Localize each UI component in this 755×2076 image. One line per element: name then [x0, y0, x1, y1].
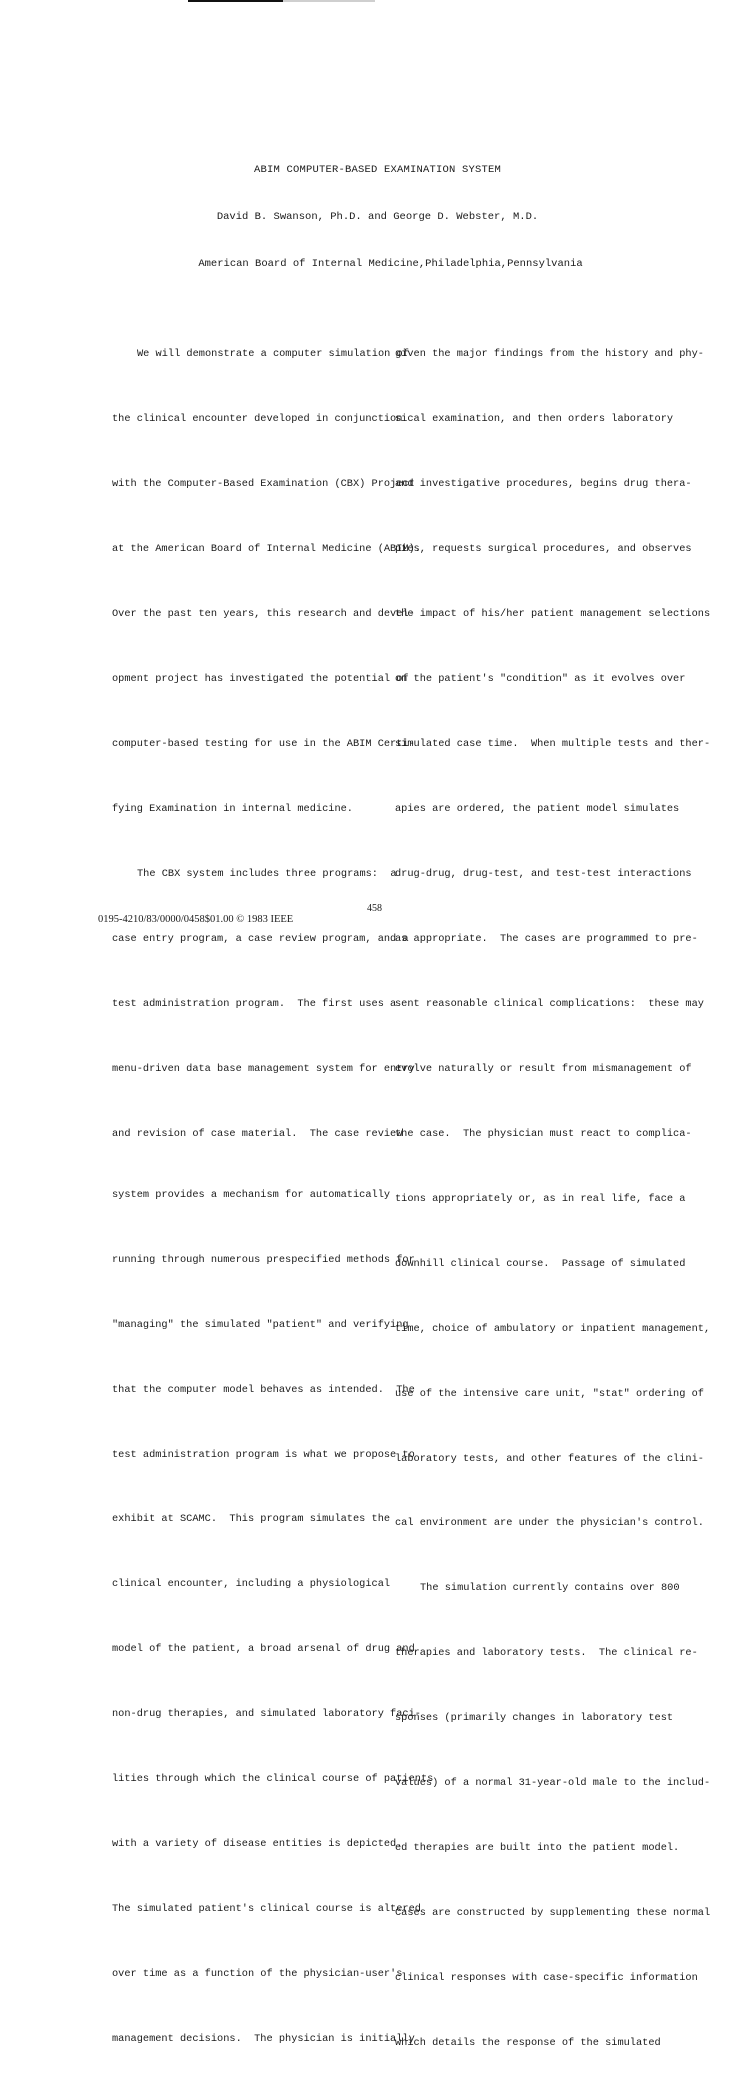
text-line: apies are ordered, the patient model simulates	[395, 802, 680, 815]
text-line: ed therapies are built into the patient model.	[395, 1842, 680, 1855]
text-line: The CBX system includes three programs: a	[137, 867, 397, 880]
text-line: which details the response of the simulated	[395, 2037, 661, 2050]
text-line: on the patient's "condition" as it evolves over	[395, 673, 686, 686]
text-line: drug-drug, drug-test, and test-test interactions	[395, 867, 692, 880]
text-line: values) of a normal 31-year-old male to the includ-	[395, 1777, 711, 1790]
text-line: sent reasonable clinical complications: these may	[395, 997, 704, 1010]
text-line: given the major findings from the history and phy-	[395, 348, 704, 361]
text-line: and investigative procedures, begins drug thera-	[395, 478, 692, 491]
text-line: clinical encounter, including a physiological	[112, 1578, 391, 1591]
text-line: computer-based testing for use in the ABIM Certi-	[112, 738, 415, 751]
copyright-line: 0195-4210/83/0000/0458$01.00 © 1983 IEEE	[98, 914, 294, 925]
text-line: therapies and laboratory tests. The clinical re-	[395, 1647, 698, 1660]
text-line: cal environment are under the physician's control.	[395, 1517, 704, 1530]
text-line: at the American Board of Internal Medicine (ABIM).	[112, 543, 421, 556]
text-line: lities through which the clinical course of patients	[112, 1773, 434, 1786]
text-line: sical examination, and then orders laboratory	[395, 413, 674, 426]
text-line: non-drug therapies, and simulated laboratory faci-	[112, 1708, 421, 1721]
text-line: Over the past ten years, this research and devel-	[112, 608, 415, 621]
text-line: test administration program is what we propose to	[112, 1448, 415, 1461]
text-line: the case. The physician must react to complica-	[395, 1127, 692, 1140]
text-line: over time as a function of the physician-user's	[112, 1968, 403, 1981]
text-line: "managing" the simulated "patient" and verifying	[112, 1318, 409, 1331]
scan-edge-bar-dark	[188, 0, 283, 2]
text-line: with the Computer-Based Examination (CBX) Project	[112, 478, 415, 491]
text-line: evolve naturally or result from mismanagement of	[395, 1062, 692, 1075]
paper-affiliation: American Board of Internal Medicine,Philadelphia,Pennsylvania	[198, 258, 583, 270]
text-line: system provides a mechanism for automatically	[112, 1188, 391, 1201]
paper-authors: David B. Swanson, Ph.D. and George D. Webster, M.D.	[216, 211, 539, 223]
text-line: We will demonstrate a computer simulation of	[137, 348, 409, 361]
scan-edge-bar-light	[283, 0, 375, 2]
text-line: the impact of his/her patient management selections	[395, 608, 711, 621]
text-line: that the computer model behaves as intended. The	[112, 1383, 415, 1396]
text-line: downhill clinical course. Passage of simulated	[395, 1257, 686, 1270]
text-line: The simulation currently contains over 800	[420, 1582, 680, 1595]
text-line: with a variety of disease entities is depicted.	[112, 1838, 403, 1851]
text-line: case entry program, a case review program, and a	[112, 932, 409, 945]
text-line: running through numerous prespecified methods for	[112, 1253, 415, 1266]
text-line: The simulated patient's clinical course is altered	[112, 1903, 421, 1916]
text-line: time, choice of ambulatory or inpatient management,	[395, 1322, 711, 1335]
page-number: 458	[367, 903, 382, 914]
text-line: sponses (primarily changes in laboratory test	[395, 1712, 674, 1725]
text-line: pies, requests surgical procedures, and observes	[395, 543, 692, 556]
text-line: test administration program. The first uses a	[112, 997, 397, 1010]
text-line: the clinical encounter developed in conjunction	[112, 413, 403, 426]
text-line: simulated case time. When multiple tests and ther-	[395, 738, 711, 751]
text-line: opment project has investigated the potential of	[112, 673, 409, 686]
text-line: laboratory tests, and other features of the clini-	[395, 1452, 704, 1465]
text-line: exhibit at SCAMC. This program simulates the	[112, 1513, 391, 1526]
text-line: menu-driven data base management system for entry	[112, 1062, 415, 1075]
text-line: fying Examination in internal medicine.	[112, 802, 353, 815]
right-column	[395, 301, 711, 2076]
paper-title: ABIM COMPUTER-BASED EXAMINATION SYSTEM	[253, 164, 502, 176]
text-line: model of the patient, a broad arsenal of drug and	[112, 1643, 415, 1656]
text-line: and revision of case material. The case review	[112, 1127, 403, 1140]
text-line: clinical responses with case-specific information	[395, 1972, 698, 1985]
text-line: Cases are constructed by supplementing these normal	[395, 1907, 711, 1920]
text-line: as appropriate. The cases are programmed to pre-	[395, 932, 698, 945]
text-line: use of the intensive care unit, "stat" ordering of	[395, 1387, 704, 1400]
text-line: tions appropriately or, as in real life, face a	[395, 1192, 686, 1205]
text-line: management decisions. The physician is initially	[112, 2033, 415, 2046]
